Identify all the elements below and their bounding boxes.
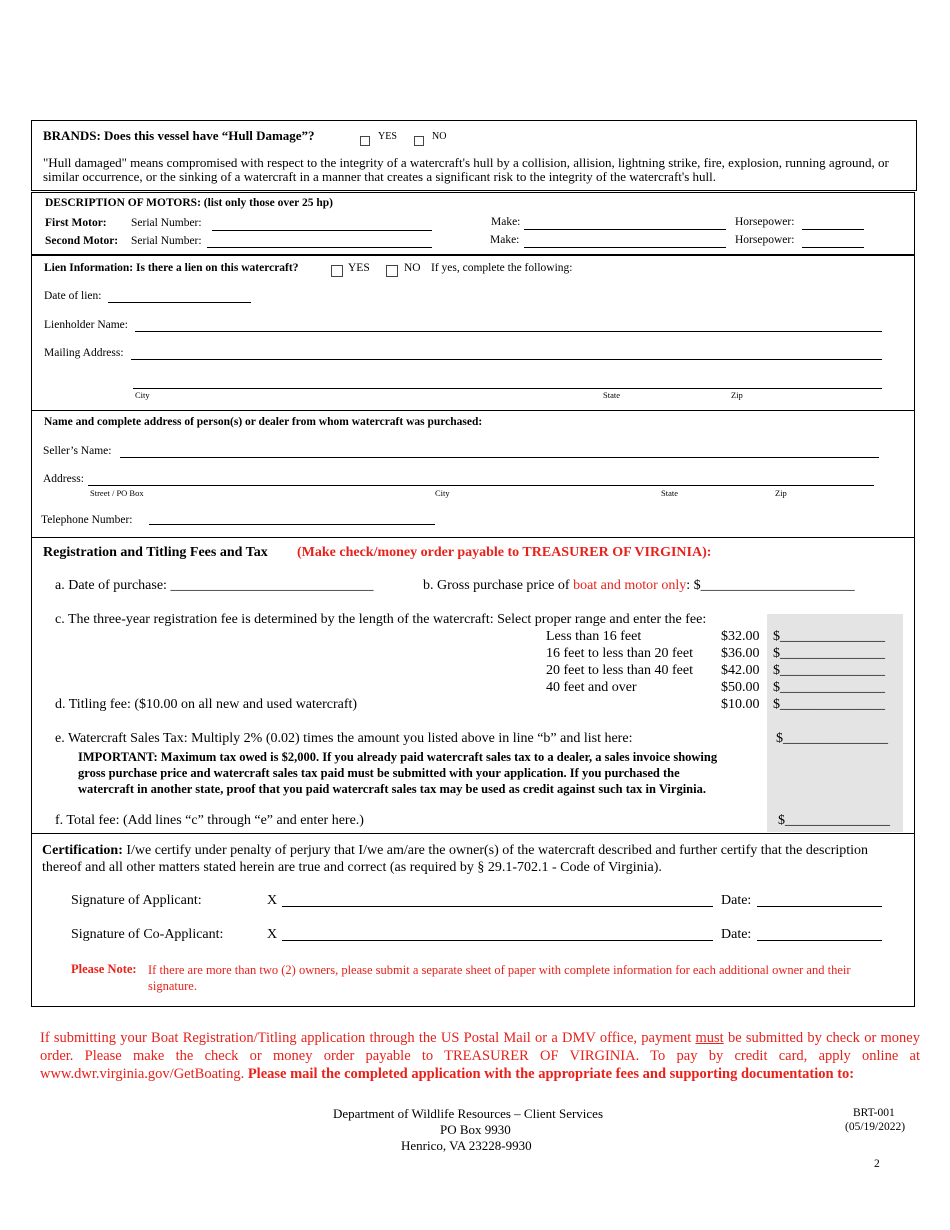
lien-state-caption: State: [603, 390, 620, 400]
first-motor-horsepower-field[interactable]: [802, 229, 864, 230]
first-motor-make-field[interactable]: [524, 229, 726, 230]
lien-if-yes-text: If yes, complete the following:: [431, 262, 573, 274]
sales-tax-important-note: IMPORTANT: Maximum tax owed is $2,000. If you already paid watercraft sales tax to a dealer, a sales invoice showing gross purchase price and watercraft sales tax paid must be submitted with your application. If you purchased the watercraft in another state, proof that you paid watercraft sales tax may be used as credit against such tax in Virginia.: [78, 750, 718, 796]
first-motor-serial-label: Serial Number:: [131, 217, 202, 229]
motors-title: DESCRIPTION OF MOTORS: (list only those over 25 hp): [45, 197, 333, 209]
lien-city-caption: City: [135, 390, 150, 400]
payment-notice-part-2: be submitted by check or money order. Please make the check or money order payable to TREASURER OF VIRGINIA. To pay by credit card, apply online at www.dwr.virginia.gov/GetBoating.: [40, 1030, 920, 1082]
lien-yes-checkbox[interactable]: [331, 262, 343, 278]
lienholder-name-field[interactable]: [135, 331, 882, 332]
seller-city-caption: City: [435, 488, 450, 498]
range-label-3: 40 feet and over: [546, 680, 637, 695]
lien-mailing-field[interactable]: [131, 359, 882, 360]
first-motor-label: First Motor:: [45, 217, 107, 229]
lien-mailing-label: Mailing Address:: [44, 347, 124, 359]
applicant-x-mark: X: [267, 893, 278, 908]
page-number: 2: [874, 1158, 880, 1170]
hull-damage-definition: "Hull damaged" means compromised with respect to the integrity of a watercraft's hull by a collision, allision, lightning strike, fire, explosion, running aground, or similar occurrence, or the sinking of a watercraft in a manner that creates a significant risk to the integrity of the watercraft's hull.: [43, 155, 889, 184]
titling-fee-amount: $10.00: [721, 697, 760, 712]
total-fee-line: f. Total fee: (Add lines “c” through “e” and enter here.): [55, 813, 364, 828]
co-applicant-date-label: Date:: [721, 927, 752, 942]
please-note-label: Please Note:: [71, 962, 137, 976]
range-blank-0[interactable]: $_______________: [773, 629, 885, 644]
gross-price-prefix: b. Gross purchase price of: [423, 578, 574, 593]
applicant-date-field[interactable]: [757, 906, 882, 907]
seller-title: Name and complete address of person(s) or dealer from whom watercraft was purchased:: [44, 416, 483, 428]
range-fee-2: $42.00: [721, 663, 760, 678]
applicant-date-label: Date:: [721, 893, 752, 908]
mailing-address-line-1: Department of Wildlife Resources – Client Services: [333, 1106, 603, 1121]
fees-title: Registration and Titling Fees and Tax: [43, 545, 268, 560]
hull-damage-yes-label: YES: [378, 131, 397, 142]
second-motor-horsepower-field[interactable]: [802, 247, 864, 248]
second-motor-horsepower-label: Horsepower:: [735, 234, 795, 246]
lien-date-label: Date of lien:: [44, 290, 102, 302]
please-note-text: If there are more than two (2) owners, please submit a separate sheet of paper with complete information for each additional owner and their signature.: [148, 963, 851, 993]
lienholder-name-label: Lienholder Name:: [44, 319, 128, 331]
range-blank-3[interactable]: $_______________: [773, 680, 885, 695]
certification-label: Certification:: [42, 843, 123, 858]
second-motor-make-label: Make:: [490, 234, 520, 246]
second-motor-label: Second Motor:: [45, 235, 119, 247]
purchase-date-line[interactable]: a. Date of purchase: _____________________________: [55, 578, 374, 593]
titling-fee-blank[interactable]: $_______________: [773, 697, 885, 712]
seller-address-field[interactable]: [88, 485, 874, 486]
titling-fee-line: d. Titling fee: ($10.00 on all new and used watercraft): [55, 697, 358, 712]
fees-payable-note: (Make check/money order payable to TREASURER OF VIRGINIA):: [297, 545, 712, 560]
lien-city-state-zip-field[interactable]: [133, 388, 882, 389]
seller-state-caption: State: [661, 488, 678, 498]
range-label-1: 16 feet to less than 20 feet: [546, 646, 693, 661]
second-motor-make-field[interactable]: [524, 247, 726, 248]
range-label-0: Less than 16 feet: [546, 629, 642, 644]
co-applicant-signature-field[interactable]: [282, 940, 713, 941]
gross-price-highlight: boat and motor only: [573, 578, 687, 593]
lien-date-field[interactable]: [108, 302, 251, 303]
seller-phone-label: Telephone Number:: [41, 514, 133, 526]
seller-name-label: Seller’s Name:: [43, 445, 112, 457]
certification-statement: [42, 842, 902, 876]
seller-section: [31, 410, 915, 538]
lien-question: Lien Information: Is there a lien on this watercraft?: [44, 262, 299, 274]
mailing-address-line-3: Henrico, VA 23228-9930: [401, 1138, 532, 1153]
first-motor-serial-field[interactable]: [212, 230, 432, 231]
lien-no-label: NO: [404, 262, 421, 274]
gross-price-blank: : $______________________: [686, 578, 855, 593]
seller-phone-field[interactable]: [149, 524, 435, 525]
first-motor-horsepower-label: Horsepower:: [735, 216, 795, 228]
registration-fee-instruction: c. The three-year registration fee is determined by the length of the watercraft: Select proper range and enter the fee:: [55, 612, 707, 627]
payment-notice-mail-instruction: Please mail the completed application with the appropriate fees and supporting documentation to:: [247, 1066, 855, 1082]
total-fee-blank[interactable]: $_______________: [778, 813, 890, 828]
payment-notice-must: must: [695, 1030, 724, 1046]
hull-damage-yes-checkbox[interactable]: [360, 132, 370, 148]
range-fee-3: $50.00: [721, 680, 760, 695]
applicant-signature-label: Signature of Applicant:: [71, 893, 202, 908]
gross-purchase-price-line[interactable]: [423, 578, 855, 594]
sales-tax-blank[interactable]: $_______________: [776, 731, 888, 746]
lien-no-checkbox[interactable]: [386, 262, 398, 278]
seller-address-label: Address:: [43, 473, 84, 485]
mailing-address-line-2: PO Box 9930: [440, 1122, 511, 1137]
co-applicant-x-mark: X: [267, 927, 278, 942]
range-fee-1: $36.00: [721, 646, 760, 661]
lien-zip-caption: Zip: [731, 390, 743, 400]
seller-street-caption: Street / PO Box: [90, 488, 144, 498]
hull-damage-question: BRANDS: Does this vessel have “Hull Damage”?: [43, 128, 315, 143]
form-revision-date: (05/19/2022): [845, 1121, 906, 1133]
range-fee-0: $32.00: [721, 629, 760, 644]
payment-notice-part-1: If submitting your Boat Registration/Titling application through the US Postal Mail or a DMV office, payment: [40, 1030, 696, 1046]
co-applicant-date-field[interactable]: [757, 940, 882, 941]
form-number: BRT-001: [853, 1107, 895, 1119]
second-motor-serial-field[interactable]: [207, 247, 432, 248]
hull-damage-no-checkbox[interactable]: [414, 132, 424, 148]
hull-damage-no-label: NO: [432, 131, 447, 142]
range-label-2: 20 feet to less than 40 feet: [546, 663, 693, 678]
range-blank-2[interactable]: $_______________: [773, 663, 885, 678]
seller-zip-caption: Zip: [775, 488, 787, 498]
applicant-signature-field[interactable]: [282, 906, 713, 907]
lien-yes-label: YES: [348, 262, 370, 274]
range-blank-1[interactable]: $_______________: [773, 646, 885, 661]
certification-text: I/we certify under penalty of perjury that I/we am/are the owner(s) of the watercraft described and further certify that the description thereof and all other matters stated herein are true and correct (as required by § 29.1-702.1 - Code of Virginia).: [42, 843, 869, 875]
sales-tax-line: e. Watercraft Sales Tax: Multiply 2% (0.02) times the amount you listed above in line “b” and list here:: [55, 731, 633, 746]
payment-notice: [40, 1029, 920, 1083]
seller-name-field[interactable]: [120, 457, 879, 458]
second-motor-serial-label: Serial Number:: [131, 235, 202, 247]
co-applicant-signature-label: Signature of Co-Applicant:: [71, 927, 224, 942]
first-motor-make-label: Make:: [491, 216, 521, 228]
